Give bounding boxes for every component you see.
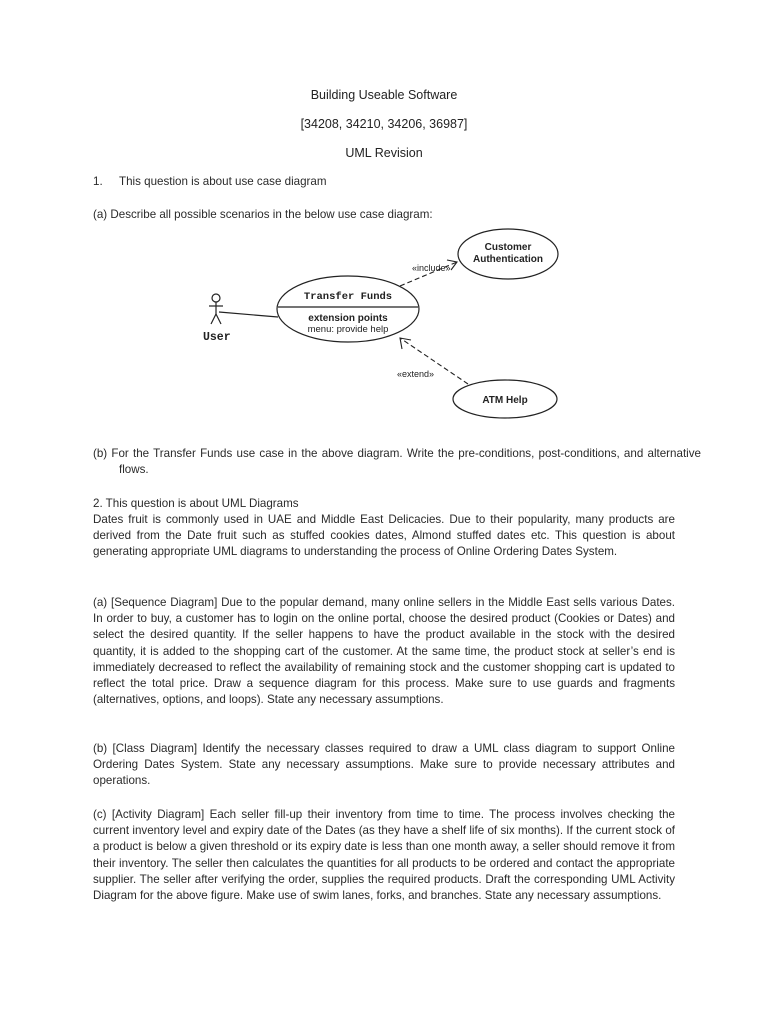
q1-number: 1. bbox=[93, 175, 103, 188]
q1-intro bbox=[93, 174, 675, 190]
document-subtitle: UML Revision bbox=[345, 146, 423, 160]
course-title: Building Useable Software bbox=[310, 88, 458, 102]
q1-part-a: (a) Describe all possible scenarios in the below use case diagram: bbox=[93, 208, 433, 221]
association-line bbox=[219, 312, 278, 317]
course-codes: [34208, 34210, 34206, 36987] bbox=[300, 117, 468, 131]
q2-part-b: (b) [Class Diagram] Identify the necessary classes required to draw a UML class diagram to support Online Ordering Dates System. State any necessary assumptions. Make sure to provide necessary attributes and operations. bbox=[93, 742, 675, 788]
q2-part-c: (c) [Activity Diagram] Each seller fill-up their inventory from time to time. The process involves checking the current inventory level and expiry date of the Dates (as they have a shelf life of six months). If the current stock of a product is below a given threshold or its expiry date is less than one month away, a seller should remove it from their inventory. The seller then calculates the quantities for all products to be ordered and contact the appropriate supplier. The seller after verifying the order, supplies the required products. Draft the corresponding UML Activity Diagram for the above figure. Make use of swim lanes, forks, and branches. State any necessary assumptions. bbox=[93, 808, 675, 903]
q2-part-a: (a) [Sequence Diagram] Due to the popular demand, many online sellers in the Middle East sells various Dates. In order to buy, a customer has to login on the online portal, choose the desired product (Cookies or Dates) and select the desired quantity. If the seller happens to have the product available in the stock with the desired quantity, it is added to the shopping cart of the customer. At the same time, the product stock at seller’s end is immediately decreased to reflect the availability of remaining stock and the customer shopping cart is updated to reflect the total price. Draw a sequence diagram for this process. Make sure to use guards and fragments (alternatives, options, and loops). State any necessary assumptions. bbox=[93, 596, 675, 707]
extend-label: «extend» bbox=[397, 369, 435, 379]
actor-label: User bbox=[203, 331, 231, 344]
extension-points-label: extension points bbox=[308, 313, 388, 324]
q2-intro: Dates fruit is commonly used in UAE and Middle East Delicacies. Due to their popularity, many products are derived from the Date fruit such as stuffed cookies dates, Almond stuffed dates etc. This question is about generating appropriate UML diagrams to understanding the process of Online Ordering Dates System. bbox=[93, 513, 675, 559]
extend-usecase-label: ATM Help bbox=[482, 395, 528, 406]
extension-point-item: menu: provide help bbox=[307, 324, 389, 335]
use-case-diagram bbox=[195, 222, 575, 427]
actor-icon bbox=[209, 294, 223, 324]
usecase-title: Transfer Funds bbox=[303, 291, 393, 303]
include-usecase-line2: Authentication bbox=[473, 254, 543, 265]
include-usecase-line1: Customer bbox=[484, 242, 532, 253]
include-label: «include» bbox=[412, 263, 451, 273]
q1-intro-text: This question is about use case diagram bbox=[119, 175, 327, 188]
q1-part-b: (b) For the Transfer Funds use case in the above diagram. Write the pre-conditions, post-conditions, and alternative flows. bbox=[93, 447, 701, 477]
q2-heading: 2. This question is about UML Diagrams bbox=[93, 497, 299, 510]
